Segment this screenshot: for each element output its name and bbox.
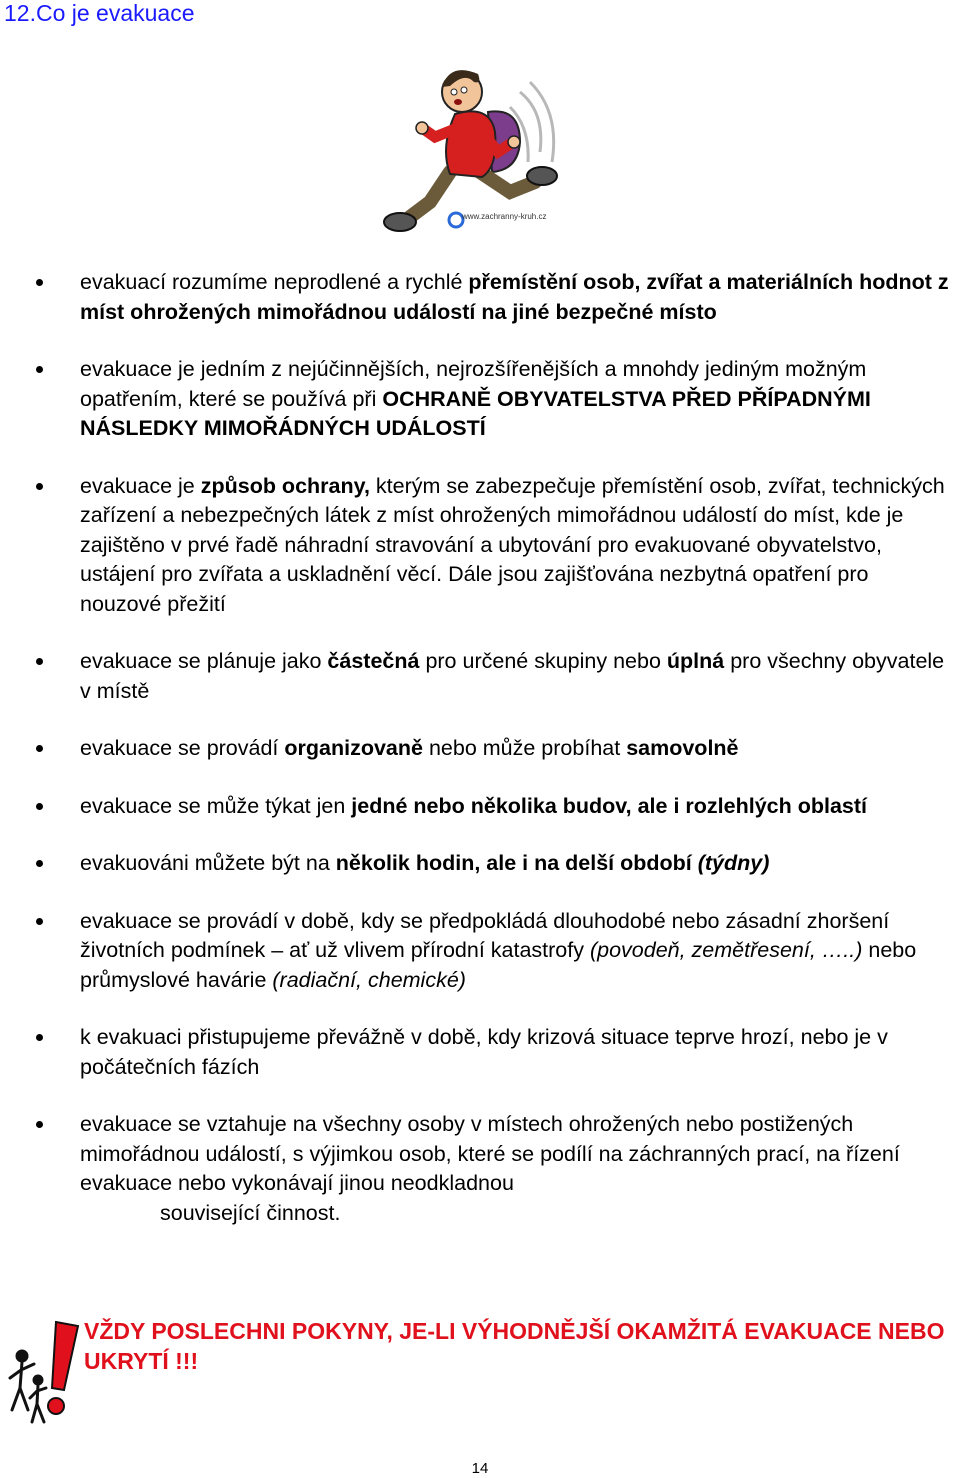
list-item: evakuace se vztahuje na všechny osoby v místech ohrožených nebo postižených mimořádnou událostí, s výjimkou osob, které se podílí na záchranných prací, na řízení evakuace nebo vykonávají jinou neodkladnou související činnost.	[0, 1110, 960, 1228]
list-item: evakuací rozumíme neprodlené a rychlé přemístění osob, zvířat a materiálních hodnot z míst ohrožených mimořádnou událostí na jiné bezpečné místo	[0, 268, 960, 327]
list-item: evakuace se provádí organizovaně nebo může probíhat samovolně	[0, 734, 960, 764]
bullet-icon	[36, 658, 43, 665]
warning-text: VŽDY POSLECHNI POKYNY, JE-LI VÝHODNĚJŠÍ OKAMŽITÁ EVAKUACE NEBO UKRYTÍ !!!	[84, 1318, 945, 1374]
bullet-icon	[36, 366, 43, 373]
bullet-icon	[36, 483, 43, 490]
bullet-icon	[36, 803, 43, 810]
bullet-list	[0, 268, 960, 1256]
bullet-icon	[36, 279, 43, 286]
page-number: 14	[471, 1460, 489, 1477]
list-item: evakuace je způsob ochrany, kterým se zabezpečuje přemístění osob, zvířat, technických zařízení a nebezpečných látek z míst ohrožených mimořádnou událostí do míst, kde je zajištěno v prvé řadě náhradní stravování a ubytování pro evakuované obyvatelstvo, ustájení pro zvířata a uskladnění věcí. Dále jsou zajišťována nezbytná opatření pro nouzové přežití	[0, 472, 960, 620]
running-boy-illustration	[370, 52, 580, 238]
list-item: evakuace se plánuje jako částečná pro určené skupiny nebo úplná pro všechny obyvatele v místě	[0, 647, 960, 706]
bullet-icon	[36, 745, 43, 752]
list-item: k evakuaci přistupujeme převážně v době, kdy krizová situace teprve hrozí, nebo je v počátečních fázích	[0, 1023, 960, 1082]
illustration-caption: www.zachranny-kruh.cz	[462, 212, 547, 221]
bullet-icon	[36, 1121, 43, 1128]
section-heading: 12.Co je evakuace	[4, 0, 195, 26]
bullet-icon	[36, 918, 43, 925]
bullet-icon	[36, 860, 43, 867]
list-item: evakuace je jedním z nejúčinnějších, nejrozšířenějších a mnohdy jediným možným opatřením, které se používá při OCHRANĚ OBYVATELSTVA PŘED PŘÍPADNÝMI NÁSLEDKY MIMOŘÁDNÝCH UDÁLOSTÍ	[0, 355, 960, 444]
list-item: evakuováni můžete být na několik hodin, ale i na delší období (týdny)	[0, 849, 960, 879]
bullet-icon	[36, 1034, 43, 1041]
list-item: evakuace se může týkat jen jedné nebo několika budov, ale i rozlehlých oblastí	[0, 792, 960, 822]
list-item: evakuace se provádí v době, kdy se předpokládá dlouhodobé nebo zásadní zhoršení životních podmínek – ať už vlivem přírodní katastrofy (povodeň, zemětřesení, …..) nebo průmyslové havárie (radiační, chemické)	[0, 907, 960, 996]
exclamation-figures-icon	[4, 1318, 80, 1430]
